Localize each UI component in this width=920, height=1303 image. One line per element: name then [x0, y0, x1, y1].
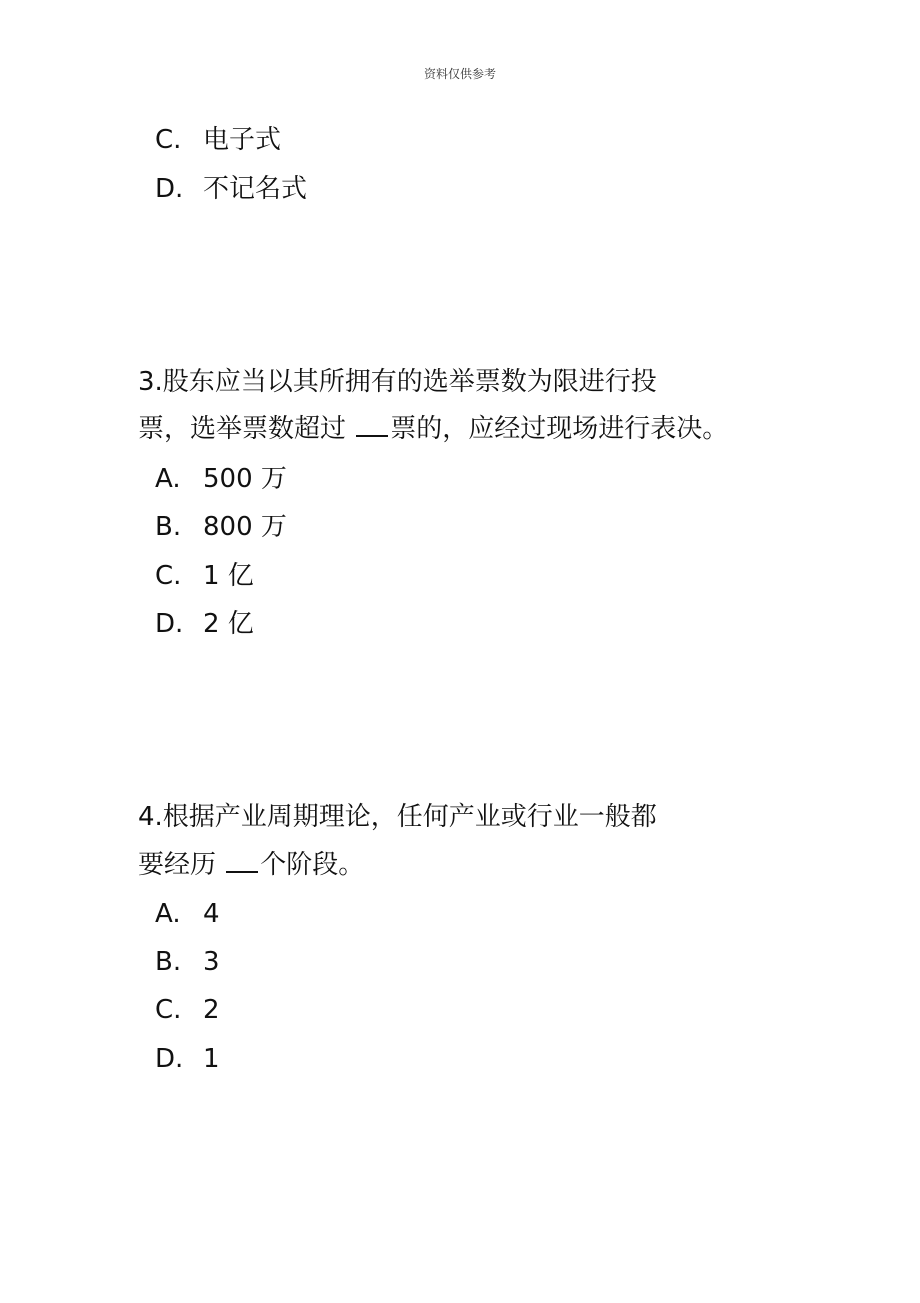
option-letter: D. [155, 174, 184, 204]
q3-option-a[interactable] [155, 463, 287, 495]
option-letter: C. [155, 561, 182, 591]
q4-blank [226, 851, 258, 873]
q3-stem-line1: 3.股东应当以其所拥有的选举票数为限进行投 [138, 367, 657, 397]
q4-stem-line1: 4.根据产业周期理论，任何产业或行业一般都 [138, 802, 657, 832]
option-text: 800 万 [203, 512, 287, 542]
option-text: 500 万 [203, 464, 287, 494]
page-header: 资料仅供参考 [423, 67, 496, 81]
q4-stem-line2 [138, 849, 364, 881]
option-text: 4 [203, 899, 220, 929]
option-letter: B. [155, 512, 182, 542]
option-text: 3 [203, 947, 220, 977]
option-letter: C. [155, 125, 182, 155]
q4-stem-after-blank: 个阶段。 [260, 850, 365, 880]
q2-option-d[interactable] [155, 173, 307, 205]
q3-stem-before-blank: 票，选举票数超过 [138, 414, 355, 444]
q3-stem-line2 [138, 413, 728, 445]
q3-stem-after-blank: 票的，应经过现场进行表决。 [390, 414, 729, 444]
option-letter: A. [155, 464, 181, 494]
option-letter: A. [155, 899, 181, 929]
q2-option-c[interactable] [155, 124, 281, 156]
option-letter: B. [155, 947, 182, 977]
option-letter: C. [155, 995, 182, 1025]
option-text: 2 亿 [203, 609, 254, 639]
option-letter: D. [155, 609, 184, 639]
option-text: 2 [203, 995, 220, 1025]
q4-option-c[interactable] [155, 994, 220, 1026]
option-text: 1 [203, 1044, 220, 1074]
q4-option-b[interactable] [155, 946, 220, 978]
option-text: 不记名式 [203, 174, 308, 204]
q4-stem-before-blank: 要经历 [138, 850, 225, 880]
q3-option-b[interactable] [155, 511, 287, 543]
q3-option-d[interactable] [155, 608, 254, 640]
q4-option-d[interactable] [155, 1043, 220, 1075]
option-text: 电子式 [203, 125, 282, 155]
q3-option-c[interactable] [155, 560, 254, 592]
option-letter: D. [155, 1044, 184, 1074]
q3-blank [356, 415, 388, 437]
option-text: 1 亿 [203, 561, 254, 591]
q4-option-a[interactable] [155, 898, 220, 930]
